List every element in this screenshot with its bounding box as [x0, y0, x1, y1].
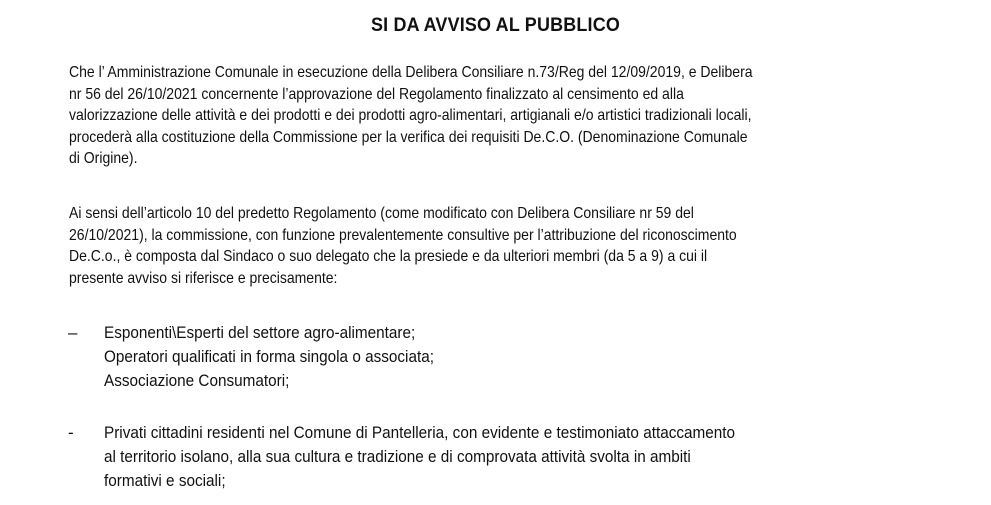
paragraph-line: De.C.o., è composta dal Sindaco o suo delegato che la presiede e da ulteriori membri (da 5 a 9) a cui il — [69, 248, 708, 265]
bullet-text — [104, 421, 950, 493]
bullet-text — [104, 321, 950, 393]
paragraph-line: di Origine). — [69, 150, 138, 167]
paragraph-line: nr 56 del 26/10/2021 concernente l’approvazione del Regolamento finalizzato al censimento ed alla — [69, 85, 684, 103]
bullet-line: Associazione Consumatori; — [104, 371, 290, 390]
notice-title: SI DA AVVISO AL PUBBLICO — [371, 14, 620, 36]
paragraph-article-10 — [69, 203, 874, 289]
paragraph-line: 26/10/2021), la commissione, con funzione prevalentemente consultive per l’attribuzione del riconoscimento — [69, 226, 737, 244]
bullet-line: Operatori qualificati in forma singola o associata; — [104, 347, 434, 366]
bullet-line: Privati cittadini residenti nel Comune di Pantelleria, con evidente e testimoniato attaccamento — [104, 423, 736, 442]
paragraph-line: valorizzazione delle attività e dei prodotti e dei prodotti agro-alimentari, artigianali e/o artistici tradizionali locali, — [69, 107, 752, 124]
paragraph-line: Ai sensi dell’articolo 10 del predetto Regolamento (come modificato con Delibera Consiliare nr 59 del — [69, 205, 694, 222]
bullet-line: al territorio isolano, alla sua cultura e tradizione e di comprovata attività svolta in ambiti — [104, 447, 691, 466]
bullet-line: Esponenti\Esperti del settore agro-alimentare; — [104, 323, 416, 342]
bullet-line: formativi e sociali; — [104, 471, 226, 490]
paragraph-line: Che l’ Amministrazione Comunale in esecuzione della Delibera Consiliare n.73/Reg del 12/09/2019, e Delibera — [69, 64, 753, 81]
paragraph-line: procederà alla costituzione della Commissione per la verifica dei requisiti De.C.O. (Denominazione Comunale — [69, 128, 748, 146]
bullet-dash: – — [68, 323, 78, 342]
bullet-dash: - — [68, 423, 74, 442]
paragraph-line: presente avviso si riferisce e precisamente: — [69, 269, 338, 287]
paragraph-intro — [69, 62, 874, 170]
